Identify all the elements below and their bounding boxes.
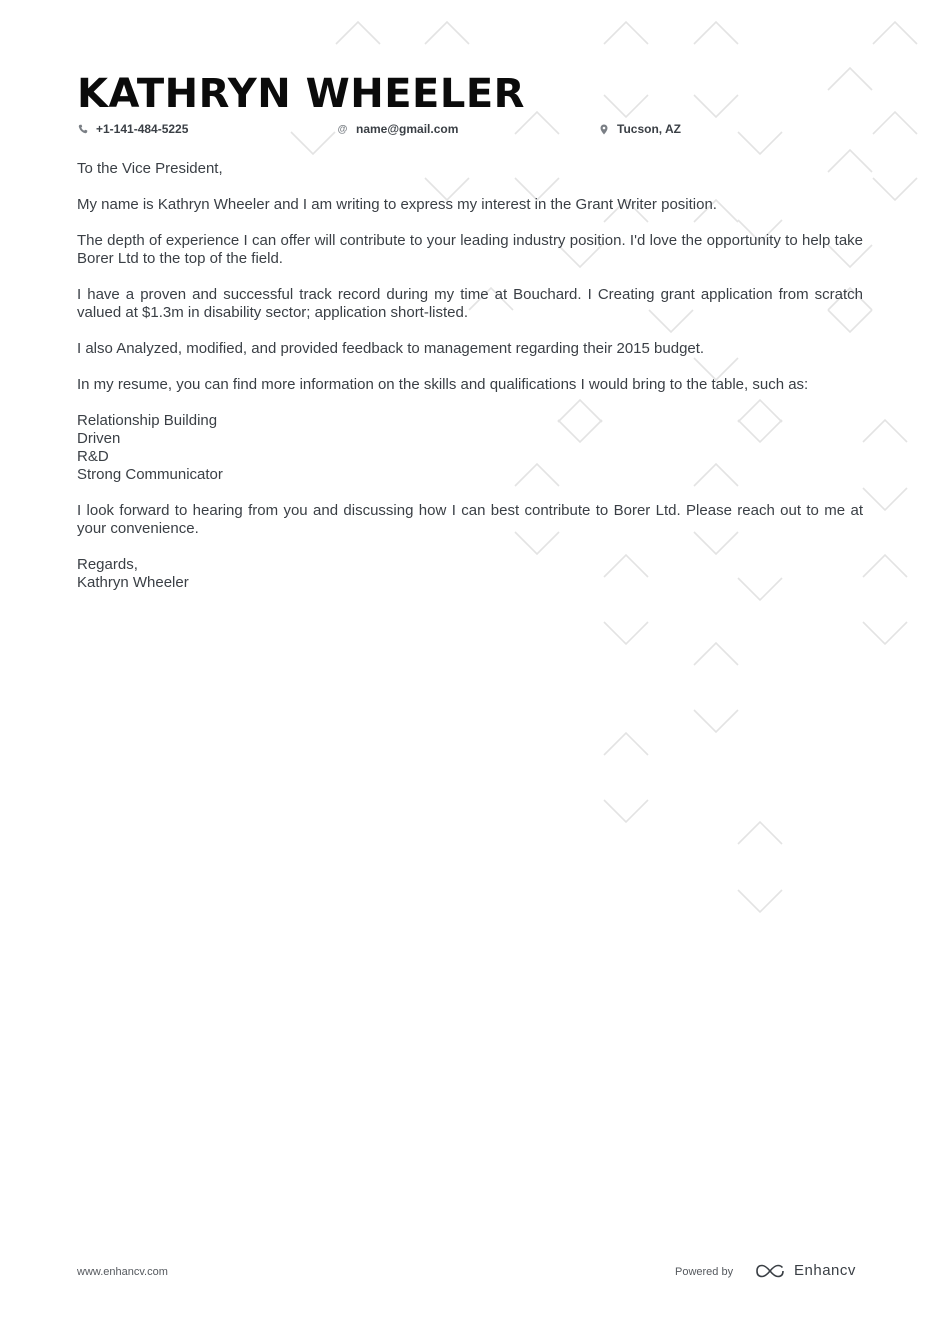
background-chevron	[873, 178, 917, 200]
background-chevron	[694, 95, 738, 117]
background-chevron	[873, 112, 917, 134]
at-icon: @	[337, 123, 348, 135]
background-chevron	[694, 22, 738, 44]
letter-paragraph: I also Analyzed, modified, and provided feedback to management regarding their 2015 budget.	[77, 340, 705, 357]
background-chevron	[425, 22, 469, 44]
skill-item: Driven	[77, 430, 121, 447]
background-chevron	[863, 420, 907, 442]
background-chevron	[604, 733, 648, 755]
letter-paragraph: The depth of experience I can offer will contribute to your leading industry position. I'd love the opportunity to help take Borer Ltd to the top of the field.	[77, 232, 863, 267]
background-chevron	[604, 95, 648, 117]
letter-paragraph: In my resume, you can find more information on the skills and qualifications I would bring to the table, such as:	[77, 376, 809, 393]
background-chevron	[694, 643, 738, 665]
enhancv-brand-name: Enhancv	[794, 1262, 856, 1279]
background-chevron	[863, 555, 907, 577]
footer-website-link[interactable]: www.enhancv.com	[77, 1266, 168, 1278]
background-chevron	[738, 890, 782, 912]
background-chevron	[694, 710, 738, 732]
background-chevron	[336, 22, 380, 44]
phone-icon	[77, 124, 88, 135]
signoff: Regards,	[77, 556, 138, 573]
background-chevron	[873, 22, 917, 44]
footer	[77, 1262, 863, 1281]
letter-paragraph: My name is Kathryn Wheeler and I am writing to express my interest in the Grant Writer position.	[77, 196, 717, 213]
contact-location	[598, 122, 681, 136]
salutation: To the Vice President,	[77, 160, 223, 177]
contact-phone	[77, 122, 188, 136]
background-chevron	[738, 822, 782, 844]
background-chevron	[604, 800, 648, 822]
background-chevron	[604, 22, 648, 44]
background-chevron	[604, 622, 648, 644]
location-pin-icon	[598, 124, 609, 135]
applicant-name: KATHRYN WHEELER	[77, 71, 525, 117]
background-chevron	[863, 622, 907, 644]
signoff-block	[77, 556, 863, 592]
letter-body	[77, 160, 863, 592]
signature: Kathryn Wheeler	[77, 574, 189, 591]
skill-item: Relationship Building	[77, 412, 218, 429]
background-chevron	[828, 68, 872, 90]
skill-item: Strong Communicator	[77, 466, 223, 483]
contact-email	[337, 122, 458, 136]
skill-item: R&D	[77, 448, 109, 465]
enhancv-logo[interactable]	[754, 1262, 856, 1279]
contact-bar	[77, 122, 863, 140]
email-address[interactable]: name@gmail.com	[356, 122, 459, 136]
location-text: Tucson, AZ	[617, 122, 681, 136]
powered-by-label: Powered by	[675, 1266, 734, 1278]
phone-number[interactable]: +1-141-484-5225	[96, 122, 189, 136]
letter-paragraph: I have a proven and successful track record during my time at Bouchard. I Creating grant application from scratch valued at $1.3m in disability sector; application short-listed.	[77, 286, 863, 321]
enhancv-logo-icon	[754, 1263, 786, 1279]
background-chevron	[863, 488, 907, 510]
closing-paragraph: I look forward to hearing from you and discussing how I can best contribute to Borer Ltd. Please reach out to me at your convenience.	[77, 502, 863, 537]
skills-list	[77, 412, 863, 484]
